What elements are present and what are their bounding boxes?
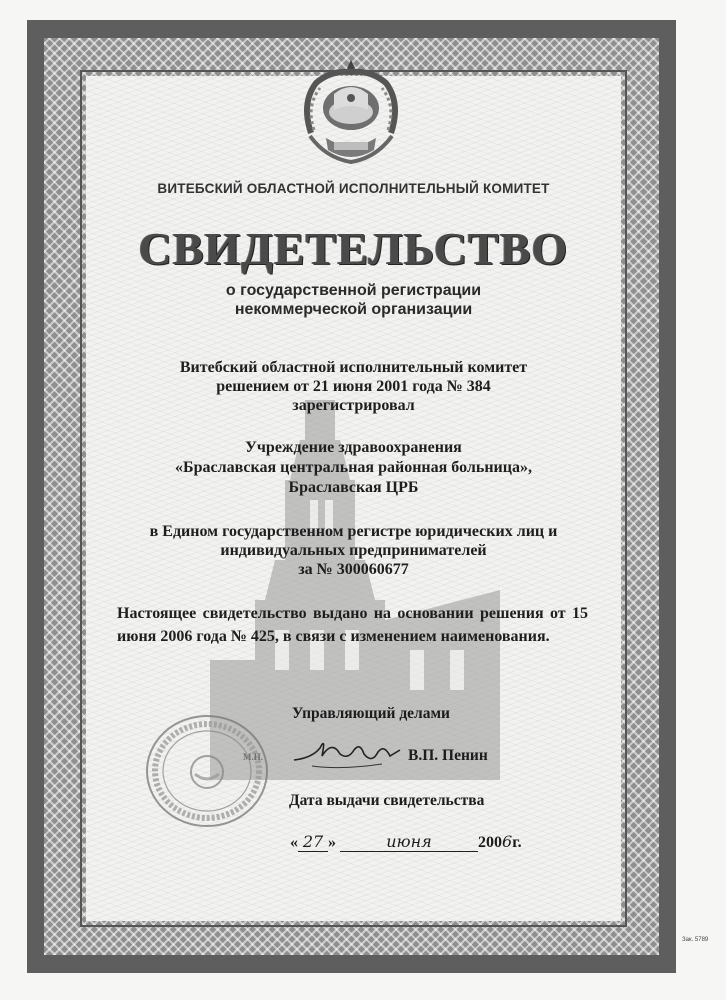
registry-line-1: в Едином государственном регистре юридических лиц и xyxy=(149,523,558,540)
state-emblem-icon xyxy=(296,58,406,170)
registration-line-3: зарегистрировал xyxy=(292,397,415,414)
signatory-position: Управляющий делами xyxy=(292,705,450,722)
issue-year-digit: 6 xyxy=(502,832,513,851)
issue-date xyxy=(290,832,550,852)
quote-open: « xyxy=(290,834,298,851)
subtitle-line-1: о государственной регистрации xyxy=(225,282,482,299)
organization-line-2: «Браславская центральная районная больница», xyxy=(175,459,532,476)
issue-year-prefix: 200 xyxy=(478,834,502,851)
issue-month: июня xyxy=(340,832,478,852)
handwritten-signature xyxy=(292,730,402,775)
registration-line-1: Витебский областной исполнительный комитет xyxy=(179,359,528,376)
quote-close: » xyxy=(328,834,336,851)
signatory-name: В.П. Пенин xyxy=(408,747,488,764)
official-seal-stamp xyxy=(143,712,271,830)
seal-mp-label: М.П. xyxy=(243,752,263,762)
print-order-code: Зак. 5789 xyxy=(682,937,709,943)
issue-date-label: Дата выдачи свидетельства xyxy=(289,792,485,809)
issue-day: 27 xyxy=(298,832,328,852)
organization-line-3: Браславская ЦРБ xyxy=(288,479,419,496)
registry-line-2: индивидуальных предпринимателей xyxy=(220,542,487,559)
organization-line-1: Учреждение здравоохранения xyxy=(245,439,462,456)
subtitle-line-2: некоммерческой организации xyxy=(234,301,473,318)
issuer-heading: ВИТЕБСКИЙ ОБЛАСТНОЙ ИСПОЛНИТЕЛЬНЫЙ КОМИТЕТ xyxy=(157,181,550,196)
issuance-basis-paragraph: Настоящее свидетельство выдано на основании решения от 15 июня 2006 года № 425, в связи с изменением наименования. xyxy=(117,605,588,645)
certificate-title: СВИДЕТЕЛЬСТВО xyxy=(138,223,569,274)
registry-number: за № 300060677 xyxy=(298,561,409,578)
issue-year-suffix: г. xyxy=(512,834,522,851)
registration-line-2: решением от 21 июня 2001 года № 384 xyxy=(216,378,491,395)
